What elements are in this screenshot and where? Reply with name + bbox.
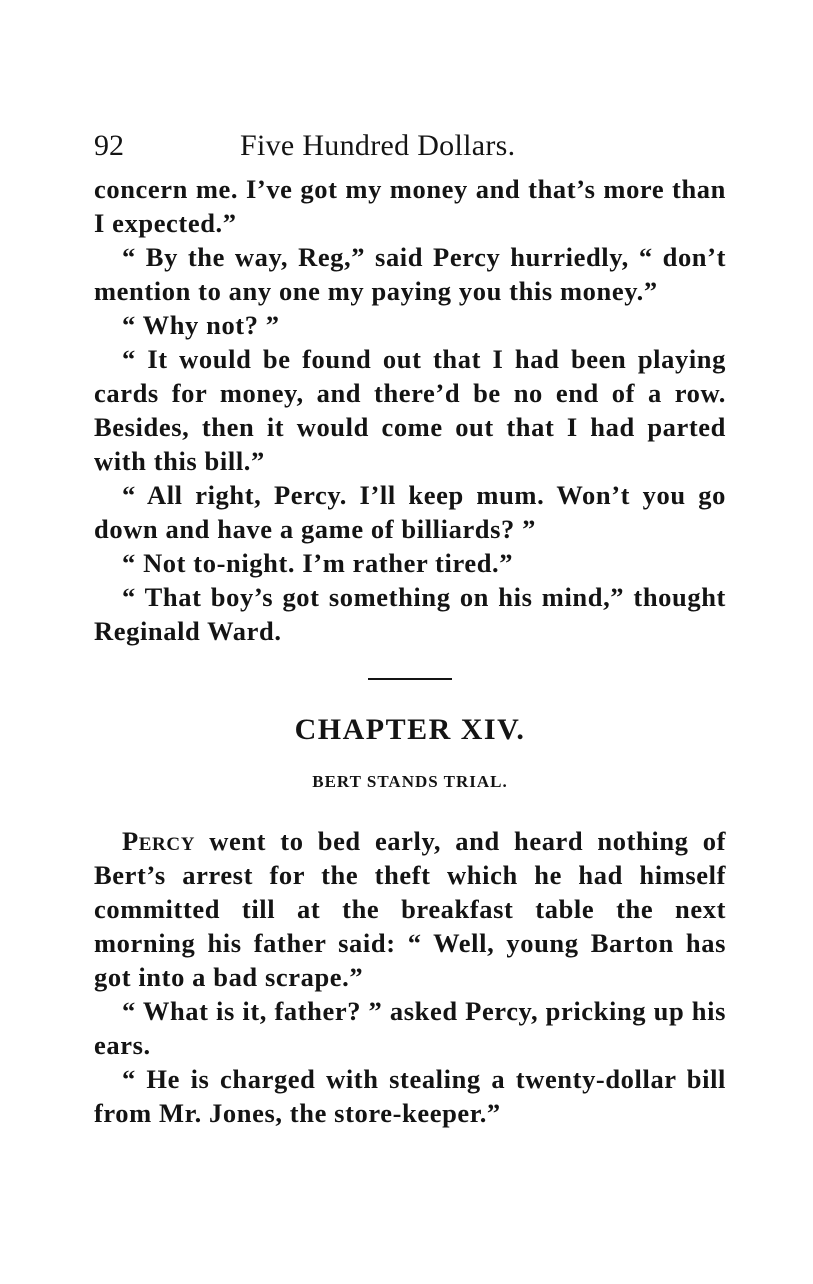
running-title: Five Hundred Dollars. xyxy=(240,129,516,162)
paragraph-dialogue: “ That boy’s got something on his mind,” thought Reginald Ward. xyxy=(94,582,726,646)
paragraph-dialogue: “ Why not? ” xyxy=(122,310,280,340)
opening-paragraph-text: went to bed early, and heard nothing of Bert’s arrest for the theft which he had himself committed till at the breakfast table the next morning his father said: “ Well, young Barton has got into a bad scrape.” xyxy=(94,826,726,992)
paragraph-dialogue: “ Not to-night. I’m rather tired.” xyxy=(122,548,514,578)
paragraph-continuation: concern me. I’ve got my money and that’s more than I expected.” xyxy=(94,174,726,238)
paragraph-dialogue: “ What is it, father? ” asked Percy, pricking up his ears. xyxy=(94,996,726,1060)
book-page xyxy=(94,120,726,1130)
page-header xyxy=(94,120,726,172)
chapter-title: CHAPTER XIV. xyxy=(294,713,526,746)
paragraph-dialogue: “ He is charged with stealing a twenty-dollar bill from Mr. Jones, the store-keeper.” xyxy=(94,1064,726,1128)
paragraph-dialogue: “ It would be found out that I had been playing cards for money, and there’d be no end of a row. Besides, then it would come out that I had parted with this bill.” xyxy=(94,344,726,476)
chapter-subtitle: BERT STANDS TRIAL. xyxy=(312,772,508,791)
paragraph-dialogue: “ By the way, Reg,” said Percy hurriedly, “ don’t mention to any one my paying you this money.” xyxy=(94,242,726,306)
paragraph-dialogue: “ All right, Percy. I’ll keep mum. Won’t you go down and have a game of billiards? ” xyxy=(94,480,726,544)
page-number: 92 xyxy=(94,129,124,162)
section-divider xyxy=(368,678,452,680)
opening-word: Percy xyxy=(122,826,196,856)
chapter-opening-paragraph xyxy=(94,824,726,994)
